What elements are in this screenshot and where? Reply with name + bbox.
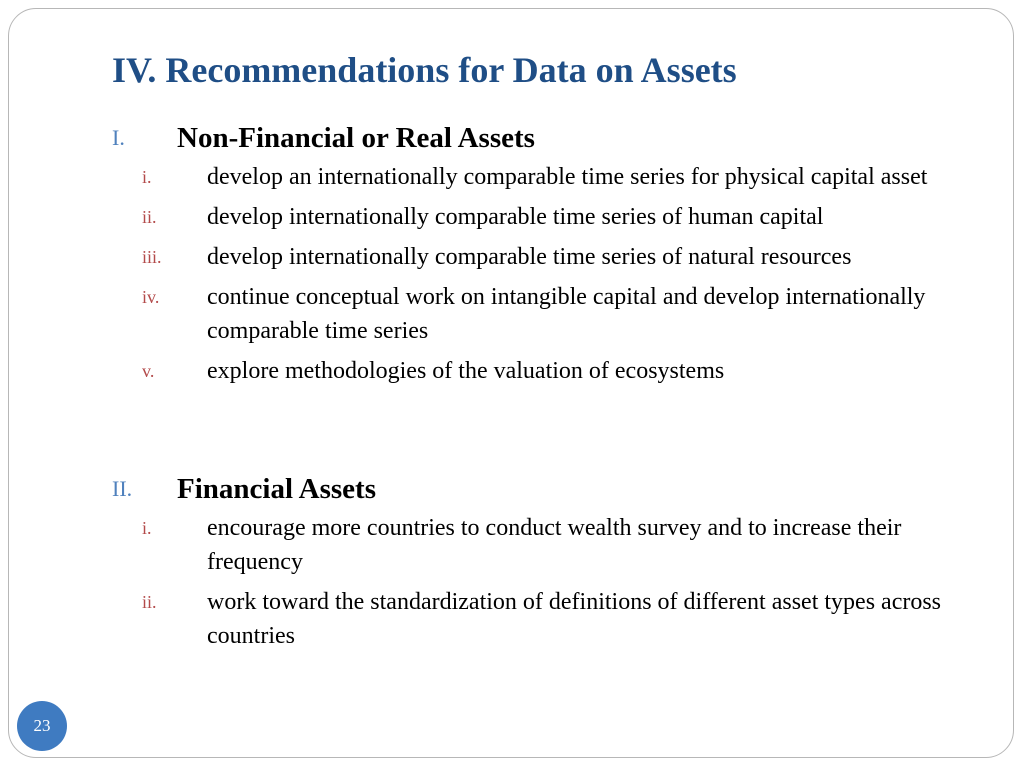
section-heading: Non-Financial or Real Assets xyxy=(177,122,535,154)
section-numeral: II. xyxy=(112,476,133,501)
item-numeral: iv. xyxy=(142,287,160,307)
item-numeral: i. xyxy=(142,167,152,187)
item-numeral: iii. xyxy=(142,247,162,267)
item-text: continue conceptual work on intangible capital and develop internationally comparable time series xyxy=(207,284,926,344)
section-heading: Financial Assets xyxy=(177,473,376,505)
page-number: 23 xyxy=(33,716,51,735)
list-item xyxy=(112,280,960,348)
item-text: work toward the standardization of definitions of different asset types across countries xyxy=(207,589,942,649)
item-text: encourage more countries to conduct wealth survey and to increase their frequency xyxy=(207,515,902,575)
item-numeral: ii. xyxy=(142,207,157,227)
section-header xyxy=(112,471,960,511)
item-numeral: ii. xyxy=(142,592,157,612)
section-header xyxy=(112,120,960,160)
list-item xyxy=(112,160,960,194)
item-text: develop internationally comparable time series of natural resources xyxy=(207,244,852,270)
list-item xyxy=(112,585,960,653)
list-item xyxy=(112,200,960,234)
item-numeral: v. xyxy=(142,361,155,381)
section-item-list xyxy=(112,511,960,653)
list-item xyxy=(112,511,960,579)
item-text: develop internationally comparable time series of human capital xyxy=(207,204,824,230)
section-numeral: I. xyxy=(112,125,125,150)
section-non-financial xyxy=(112,120,960,394)
section-financial xyxy=(112,471,960,659)
item-text: develop an internationally comparable time series for physical capital asset xyxy=(207,164,928,190)
list-item xyxy=(112,354,960,388)
section-item-list xyxy=(112,160,960,388)
page-number-badge xyxy=(17,701,67,751)
item-text: explore methodologies of the valuation of ecosystems xyxy=(207,358,725,384)
slide-title: IV. Recommendations for Data on Assets xyxy=(112,50,737,90)
list-item xyxy=(112,240,960,274)
item-numeral: i. xyxy=(142,518,152,538)
